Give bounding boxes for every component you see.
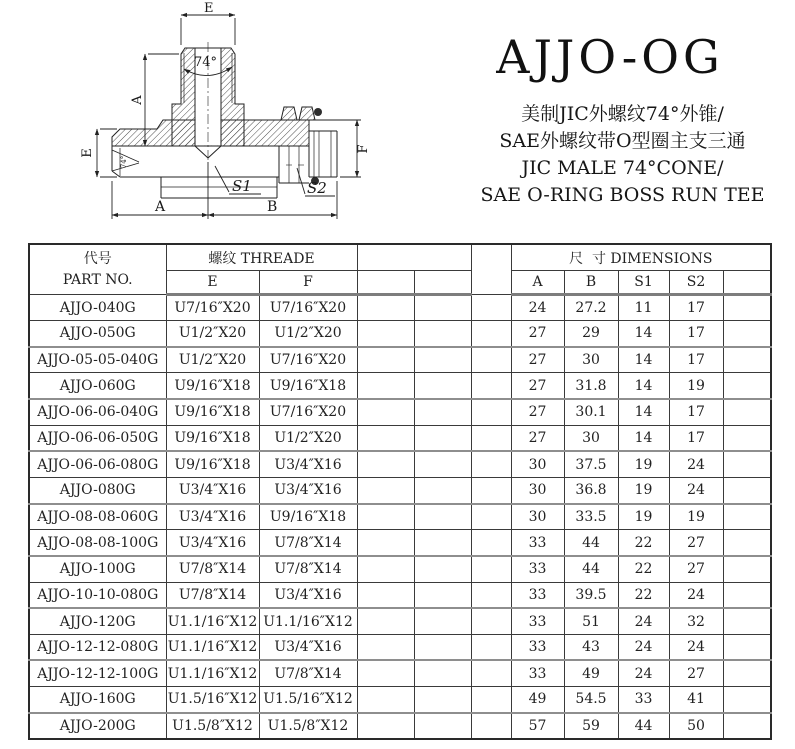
table-cell: AJJO-06-06-040G (29, 399, 166, 425)
table-cell: 44 (618, 713, 669, 739)
table-cell-empty (723, 477, 771, 503)
table-cell-empty (471, 504, 511, 530)
table-cell-empty (357, 556, 414, 582)
table-cell: 27 (511, 347, 564, 373)
page-title: AJJO-OG (496, 30, 724, 84)
table-cell: U1.1/16″X12 (166, 634, 259, 660)
table-cell: 33 (511, 556, 564, 582)
table-cell-empty (414, 660, 471, 686)
table-cell-empty (471, 660, 511, 686)
table-cell-empty (414, 295, 471, 321)
dim-label-a-branch: A (130, 95, 145, 105)
table-cell: 27 (669, 530, 723, 556)
table-cell-empty (357, 295, 414, 321)
table-cell-empty (357, 347, 414, 373)
header-dim-s2: S2 (669, 271, 723, 295)
table-cell-empty (471, 556, 511, 582)
table-cell: AJJO-12-12-100G (29, 660, 166, 686)
table-cell-empty (357, 477, 414, 503)
header-spare-narrow (471, 244, 511, 295)
table-cell-empty (471, 713, 511, 739)
table-cell-empty (414, 608, 471, 634)
table-cell: 33 (511, 608, 564, 634)
table-cell: 51 (564, 608, 618, 634)
table-cell: U3/4″X16 (166, 530, 259, 556)
table-cell-empty (471, 477, 511, 503)
table-cell: 19 (618, 477, 669, 503)
table-cell-empty (723, 321, 771, 347)
description-line-en-1: JIC MALE 74°CONE/ (521, 157, 724, 179)
table-cell: 27 (511, 321, 564, 347)
table-row (29, 425, 771, 451)
table-cell-empty (471, 295, 511, 321)
header-spare-span (357, 244, 471, 271)
table-cell: 27 (511, 425, 564, 451)
table-cell-empty (357, 608, 414, 634)
table-cell: 17 (669, 347, 723, 373)
table-cell: U7/8″X14 (259, 530, 357, 556)
table-cell: U9/16″X18 (166, 399, 259, 425)
table-cell-empty (723, 713, 771, 739)
table-cell: U1.5/16″X12 (166, 687, 259, 713)
table-cell: AJJO-060G (29, 373, 166, 399)
table-cell: 30 (511, 477, 564, 503)
table-cell: 33 (511, 582, 564, 608)
table-cell: 49 (511, 687, 564, 713)
table-cell-empty (414, 477, 471, 503)
table-cell: 27 (511, 399, 564, 425)
table-cell-empty (357, 582, 414, 608)
table-cell: 24 (669, 634, 723, 660)
table-cell: U9/16″X18 (166, 425, 259, 451)
table-cell-empty (471, 451, 511, 477)
table-cell: 11 (618, 295, 669, 321)
table-cell: 33.5 (564, 504, 618, 530)
header-thread: 螺纹 THREADE (166, 244, 357, 271)
table-cell: 32 (669, 608, 723, 634)
table-cell: 30 (564, 425, 618, 451)
table-cell: U7/16″X20 (166, 295, 259, 321)
table-cell-empty (357, 687, 414, 713)
table-cell-empty (723, 608, 771, 634)
table-cell: AJJO-06-06-050G (29, 425, 166, 451)
table-row (29, 608, 771, 634)
table-cell: 24 (669, 451, 723, 477)
table-cell: 22 (618, 530, 669, 556)
table-cell-empty (357, 660, 414, 686)
table-cell-empty (414, 582, 471, 608)
table-cell: U3/4″X16 (259, 582, 357, 608)
table-cell-empty (723, 504, 771, 530)
table-cell-empty (471, 608, 511, 634)
table-cell: 44 (564, 530, 618, 556)
table-row (29, 556, 771, 582)
table-row (29, 451, 771, 477)
table-cell-empty (357, 399, 414, 425)
table-cell: 24 (618, 634, 669, 660)
description-line-zh-2: SAE外螺纹带O型圈主支三通 (499, 130, 746, 152)
table-cell: 27.2 (564, 295, 618, 321)
table-cell: 24 (669, 582, 723, 608)
angle-label-74: 74° (194, 55, 218, 70)
fitting-section-drawing (57, 0, 382, 240)
table-cell: 33 (511, 530, 564, 556)
table-cell-empty (357, 504, 414, 530)
table-cell: 17 (669, 321, 723, 347)
nut-crown-left (281, 107, 297, 120)
table-cell: 30 (511, 504, 564, 530)
table-cell: AJJO-080G (29, 477, 166, 503)
table-row (29, 504, 771, 530)
table-cell: AJJO-100G (29, 556, 166, 582)
table-cell-empty (414, 451, 471, 477)
table-cell: 24 (618, 660, 669, 686)
header-part-no (29, 244, 166, 295)
table-cell: AJJO-120G (29, 608, 166, 634)
table-cell-empty (723, 295, 771, 321)
table-cell: U1/2″X20 (259, 321, 357, 347)
table-cell: 24 (618, 608, 669, 634)
table-cell-empty (471, 321, 511, 347)
table-cell-empty (414, 347, 471, 373)
table-row (29, 660, 771, 686)
dim-label-a-bottom: A (155, 199, 166, 215)
table-cell-empty (723, 687, 771, 713)
table-cell: U7/8″X14 (166, 582, 259, 608)
table-cell-empty (723, 582, 771, 608)
table-cell-empty (723, 399, 771, 425)
table-cell-empty (723, 373, 771, 399)
table-cell: AJJO-08-08-060G (29, 504, 166, 530)
table-cell-empty (471, 399, 511, 425)
table-cell: 22 (618, 556, 669, 582)
header-dim-s1: S1 (618, 271, 669, 295)
table-cell: U9/16″X18 (166, 373, 259, 399)
table-cell: U7/16″X20 (259, 347, 357, 373)
product-description (450, 101, 795, 209)
table-cell: U3/4″X16 (259, 451, 357, 477)
table-row (29, 399, 771, 425)
table-cell-empty (357, 451, 414, 477)
description-line-zh-1: 美制JIC外螺纹74°外锥/ (521, 103, 724, 125)
table-cell: 24 (669, 477, 723, 503)
table-cell: 14 (618, 347, 669, 373)
table-cell: AJJO-08-08-100G (29, 530, 166, 556)
table-cell-empty (723, 556, 771, 582)
table-row (29, 713, 771, 739)
table-cell: U7/16″X20 (259, 295, 357, 321)
dim-label-e-top: E (204, 1, 214, 16)
table-cell-empty (357, 634, 414, 660)
specification-table (28, 243, 772, 740)
table-cell: 14 (618, 373, 669, 399)
table-cell-empty (723, 425, 771, 451)
table-cell: U1.1/16″X12 (259, 608, 357, 634)
table-cell-empty (414, 687, 471, 713)
table-cell: 50 (669, 713, 723, 739)
nut-crown-right (299, 107, 315, 120)
table-cell-empty (414, 504, 471, 530)
table-cell: 19 (669, 373, 723, 399)
table-cell: 33 (618, 687, 669, 713)
table-cell: 19 (669, 504, 723, 530)
table-cell: AJJO-05-05-040G (29, 347, 166, 373)
table-cell: 37.5 (564, 451, 618, 477)
header-spare-3 (723, 271, 771, 295)
table-cell: AJJO-10-10-080G (29, 582, 166, 608)
table-cell: U9/16″X18 (166, 451, 259, 477)
table-cell: 30 (564, 347, 618, 373)
table-cell: 33 (511, 660, 564, 686)
table-cell: 43 (564, 634, 618, 660)
description-line-en-2: SAE O-RING BOSS RUN TEE (480, 184, 765, 206)
table-cell: 24 (511, 295, 564, 321)
table-cell: U1/2″X20 (166, 321, 259, 347)
table-cell-empty (357, 425, 414, 451)
table-body (29, 295, 771, 740)
table-cell-empty (414, 634, 471, 660)
table-cell: U7/16″X20 (259, 399, 357, 425)
table-cell-empty (723, 347, 771, 373)
table-row (29, 582, 771, 608)
table-cell: 27 (669, 556, 723, 582)
table-cell: U3/4″X16 (166, 477, 259, 503)
table-cell-empty (357, 713, 414, 739)
table-cell-empty (414, 713, 471, 739)
table-cell: 17 (669, 295, 723, 321)
table-cell: AJJO-200G (29, 713, 166, 739)
wrench-label-s1: S1 (232, 177, 252, 195)
table-cell: 30 (511, 451, 564, 477)
table-cell-empty (723, 530, 771, 556)
table-cell-empty (723, 634, 771, 660)
branch-right-wall (221, 48, 244, 146)
table-row (29, 321, 771, 347)
table-cell-empty (471, 373, 511, 399)
table-cell: 27 (511, 373, 564, 399)
table-cell: U1.5/8″X12 (259, 713, 357, 739)
table-cell: U3/4″X16 (259, 477, 357, 503)
table-cell: U9/16″X18 (259, 373, 357, 399)
table-row (29, 347, 771, 373)
table-cell-empty (414, 399, 471, 425)
table-cell-empty (357, 373, 414, 399)
table-row (29, 634, 771, 660)
table-cell: U1.5/8″X12 (166, 713, 259, 739)
cone-angle-label: 74° (120, 155, 128, 169)
table-cell-empty (471, 530, 511, 556)
table-cell: 49 (564, 660, 618, 686)
table-cell: 17 (669, 425, 723, 451)
table-cell-empty (414, 530, 471, 556)
table-cell: U1/2″X20 (259, 425, 357, 451)
table-cell: 14 (618, 425, 669, 451)
table-cell: 14 (618, 399, 669, 425)
header-dim-a: A (511, 271, 564, 295)
table-cell: 19 (618, 451, 669, 477)
table-cell-empty (471, 634, 511, 660)
table-cell: U7/8″X14 (166, 556, 259, 582)
table-cell: U3/4″X16 (259, 634, 357, 660)
table-cell: 19 (618, 504, 669, 530)
table-row (29, 477, 771, 503)
table-cell: 22 (618, 582, 669, 608)
table-cell: AJJO-06-06-080G (29, 451, 166, 477)
header-dim-b: B (564, 271, 618, 295)
table-cell: 44 (564, 556, 618, 582)
table-cell: U3/4″X16 (166, 504, 259, 530)
table-row (29, 687, 771, 713)
o-ring-top (314, 108, 322, 116)
table-cell-empty (723, 660, 771, 686)
table-cell: AJJO-160G (29, 687, 166, 713)
header-part-no-zh: 代号 (83, 250, 112, 267)
table-cell: 14 (618, 321, 669, 347)
table-cell-empty (414, 321, 471, 347)
table-row (29, 373, 771, 399)
table-cell-empty (414, 556, 471, 582)
table-cell-empty (414, 425, 471, 451)
table-cell: U1.5/16″X12 (259, 687, 357, 713)
header-dimensions: 尺 寸 DIMENSIONS (511, 244, 771, 271)
table-cell: 33 (511, 634, 564, 660)
table-cell-empty (471, 425, 511, 451)
table-cell-empty (471, 347, 511, 373)
table-cell: AJJO-12-12-080G (29, 634, 166, 660)
tee-body (112, 42, 337, 198)
table-cell: 36.8 (564, 477, 618, 503)
table-cell: 54.5 (564, 687, 618, 713)
table-cell: 30.1 (564, 399, 618, 425)
table-cell-empty (357, 530, 414, 556)
table-cell-empty (471, 687, 511, 713)
table-cell: U9/16″X18 (259, 504, 357, 530)
table-cell: 27 (669, 660, 723, 686)
table-row (29, 530, 771, 556)
header-part-no-en: PART NO. (62, 271, 133, 288)
header-thread-e: E (166, 271, 259, 295)
table-cell-empty (471, 582, 511, 608)
dim-label-e-left: E (80, 148, 95, 158)
table-cell-empty (723, 451, 771, 477)
table-cell: U1.1/16″X12 (166, 608, 259, 634)
table-cell: U7/8″X14 (259, 556, 357, 582)
header-spare-2 (414, 271, 471, 295)
table-cell-empty (357, 321, 414, 347)
table-cell: 41 (669, 687, 723, 713)
table-cell: AJJO-040G (29, 295, 166, 321)
table-cell-empty (414, 373, 471, 399)
table-cell: U1/2″X20 (166, 347, 259, 373)
table-cell: U1.1/16″X12 (166, 660, 259, 686)
header-spare-1 (357, 271, 414, 295)
table-cell: 17 (669, 399, 723, 425)
table-cell: 57 (511, 713, 564, 739)
wrench-label-s2: S2 (307, 179, 327, 197)
table-cell: 29 (564, 321, 618, 347)
dim-label-b-bottom: B (267, 199, 278, 215)
dim-label-f-right: F (356, 144, 371, 154)
table-cell: AJJO-050G (29, 321, 166, 347)
table-cell: 39.5 (564, 582, 618, 608)
table-cell: 59 (564, 713, 618, 739)
table-cell: 31.8 (564, 373, 618, 399)
branch-left-wall (172, 48, 195, 146)
header-thread-f: F (259, 271, 357, 295)
table-row (29, 295, 771, 321)
table-cell: U7/8″X14 (259, 660, 357, 686)
